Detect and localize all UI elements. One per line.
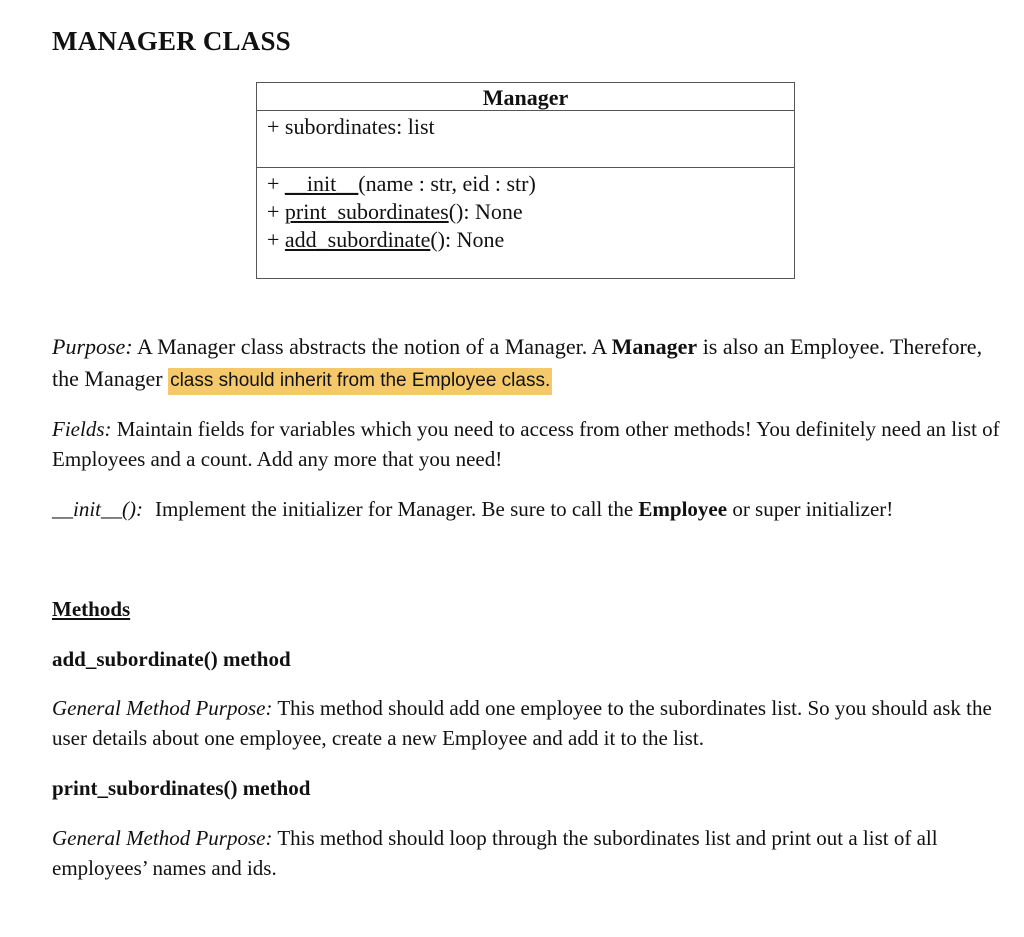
purpose-paragraph [52, 331, 1002, 397]
uml-fields-section [257, 111, 794, 168]
uml-method-add-suffix: (): None [430, 227, 505, 252]
print-subordinates-description [52, 823, 1002, 883]
uml-method-print-subordinates [267, 198, 794, 226]
fields-label: Fields: [52, 417, 112, 441]
init-label: __init__(): [52, 497, 143, 521]
uml-method-init-prefix: + [267, 171, 285, 196]
print-subordinates-method-title: print_subordinates() method [52, 776, 311, 800]
purpose-text-2: is also an Employee. Therefore, the Manager [52, 334, 983, 391]
init-paragraph [52, 494, 1002, 524]
purpose-text-1: A Manager class abstracts the notion of a Manager. A [132, 334, 612, 359]
uml-method-add-name: add_subordinate [284, 227, 431, 252]
purpose-highlight: class should inherit from the Employee class. [168, 368, 552, 395]
print-subordinates-purpose-label: General Method Purpose: [52, 826, 273, 850]
add-subordinate-method-title: add_subordinate() method [52, 647, 291, 671]
init-text-1: Implement the initializer for Manager. Be sure to call the [154, 497, 639, 521]
page-title: MANAGER CLASS [52, 26, 291, 56]
uml-method-print-name: print_subordinates [284, 199, 449, 224]
uml-method-init-name: __init__ [284, 171, 359, 196]
uml-method-add-prefix: + [267, 227, 285, 252]
add-subordinate-purpose-text: This method should add one employee to the subordinates list. So you should ask the user details about one employee, create a new Employee and add it to the list. [52, 696, 992, 750]
uml-method-init-params: (name : str, eid : str) [358, 171, 536, 196]
uml-class-diagram [256, 82, 795, 279]
add-subordinate-description [52, 693, 1002, 753]
fields-text: Maintain fields for variables which you need to access from other methods! You definitely need an list of Employees and a count. Add any more that you need! [52, 417, 1000, 471]
uml-field-subordinates: + subordinates: list [267, 114, 435, 139]
purpose-bold-manager: Manager [611, 334, 698, 359]
uml-method-init [267, 170, 794, 198]
init-bold-employee: Employee [638, 497, 728, 521]
print-subordinates-purpose-text: This method should loop through the subordinates list and print out a list of all employees’ names and ids. [52, 826, 938, 880]
uml-method-add-subordinate [267, 226, 794, 254]
uml-method-print-suffix: (): None [448, 199, 523, 224]
uml-method-print-prefix: + [267, 199, 285, 224]
uml-methods-section [257, 168, 794, 254]
fields-paragraph [52, 414, 1002, 474]
init-text-2: or super initializer! [727, 497, 894, 521]
uml-class-name: Manager [257, 83, 794, 111]
purpose-label: Purpose: [52, 334, 133, 359]
methods-heading: Methods [52, 597, 131, 621]
add-subordinate-purpose-label: General Method Purpose: [52, 696, 273, 720]
